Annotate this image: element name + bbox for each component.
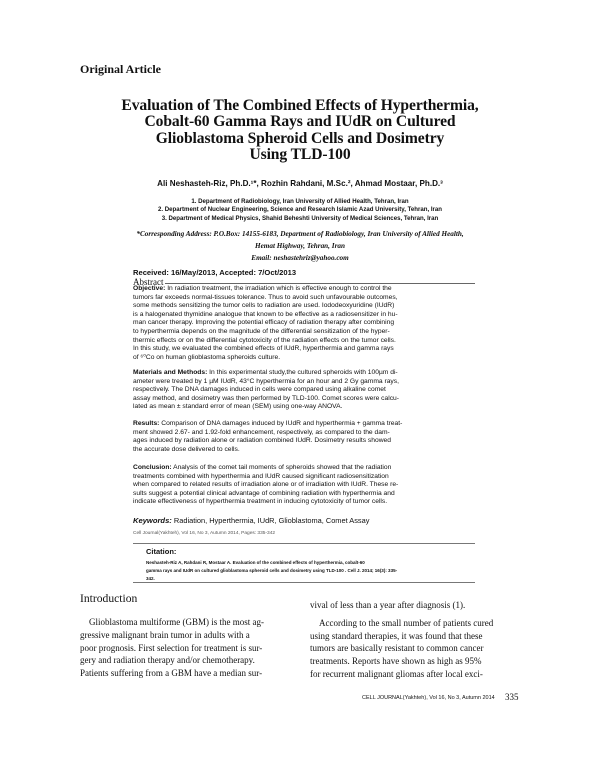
abstract-line: treatments combined with hyperthermia and IUdR caused significant radiosensitization [133, 472, 389, 480]
correspondence-line: *Corresponding Address: P.O.Box: 14155-6183, Department of Radiobiology, Iran University of Allied Health, [136, 230, 464, 238]
abstract-line: of ⁶⁰Co on human glioblastoma spheroids culture. [133, 353, 281, 361]
abstract-line: the accurate dose delivered to cells. [133, 445, 240, 453]
title-line: Evaluation of The Combined Effects of Hyperthermia, [121, 97, 479, 114]
affiliation: 2. Department of Nuclear Engineering, Science and Research Islamic Azad University, Tehran, Iran [157, 206, 443, 214]
results-label: Results: [133, 420, 160, 427]
abstract-line: ameter were treated by 1 µM IUdR, 43°C hyperthermia for an hour and 2 Gy gamma rays, [133, 377, 399, 385]
citation-line: 342. [146, 576, 155, 582]
body-line: poor prognosis. First selection for treatment is sur- [80, 642, 263, 653]
abstract-line: Results: Comparison of DNA damages induced by IUdR and hyperthermia + gamma treat- [133, 420, 403, 427]
abstract-line: tumors far exceeds normal-tissues tolerance. Thus to avoid such unfavourable outcomes, [133, 293, 398, 301]
abstract-line: Materials and Methods: In this experimental study,the cultured spheroids with 100µm di- [133, 369, 398, 376]
objective-label: Objective: [133, 285, 166, 292]
abstract-line: man cancer therapy. Improving the potential efficacy of radiation therapy after combining [133, 319, 395, 327]
received-dates: Received: 16/May/2013, Accepted: 7/Oct/2013 [133, 268, 297, 277]
body-line: for recurrent malignant gliomas after local exci- [310, 668, 483, 679]
keywords [133, 517, 475, 527]
abstract-line: Objective: In radiation treatment, the irradiation which is effective enough to control the [133, 285, 392, 292]
abstract-line: respectively. The DNA damages induced in cells were compared using alkaline comet [133, 386, 386, 394]
keywords-label: Keywords: [133, 516, 172, 525]
body-line: According to the small number of patients cured [319, 617, 494, 628]
conclusion-label: Conclusion: [133, 464, 172, 471]
introduction-heading: Introduction [80, 592, 138, 605]
abstract-line: In this study, we evaluated the combined effects of IUdR, hyperthermia and gamma rays [133, 345, 394, 353]
abstract-conclusion [133, 464, 475, 507]
citation-label: Citation: [146, 547, 177, 556]
abstract-line: ment showed 2.67- and 1.92-fold enhancement, respectively, as compared to the dam- [133, 428, 390, 436]
abstract-line: ages induced by radiation alone or radiation combined IUdR. Dosimetry results showed [133, 437, 391, 445]
abstract-line: some methods sensitizing the tumor cells to radiation are used. Iododeoxyuridine (IUdR) [133, 302, 395, 310]
intro-left-column [80, 616, 294, 680]
intro-right-column [310, 599, 524, 681]
affiliation: 1. Department of Radiobiology, Iran University of Allied Health, Tehran, Iran [191, 198, 409, 205]
abstract-divider [165, 283, 475, 284]
abstract-line: thermic effects or on the differential cytotoxicity of the radiation effects on the tumor cells. [133, 336, 396, 344]
citation-line: gamma rays and IUdR on cultured glioblastoma spheroid cells and dosimetry using TLD-100 . Cell J. 2014; 16(3): 335- [146, 568, 398, 574]
article-title [90, 98, 510, 164]
title-line: Using TLD-100 [249, 146, 351, 164]
abstract-line: Conclusion: Analysis of the comet tail moments of spheroids showed that the radiation [133, 464, 392, 471]
correspondence-line: Hemat Highway, Tehran, Iran [255, 242, 345, 251]
body-line: Patients suffering from a GBM have a median sur- [80, 668, 263, 679]
abstract-line: is a halogenated thymidine analogue that known to be effective as a radiosensitizer in hu- [133, 310, 398, 318]
body-line: treatments. Reports have shown as high as 95% [310, 656, 482, 667]
abstract-results [133, 420, 475, 454]
abstract-line: indicate effectiveness of hyperthermia treatment in inducing cytotoxicity of tumor cells. [133, 498, 388, 506]
abstract-line: assay method, and dosimetry was then performed by TLD-100. Comet scores were calcu- [133, 394, 400, 402]
abstract-line: to hyperthermia depends on the magnitude of the differential sensitization of the hyper- [133, 327, 390, 335]
abstract-methods [133, 369, 475, 412]
body-line: gressive malignant brain tumor in adults with a [80, 629, 250, 640]
body-line: Glioblastoma multiforme (GBM) is the most ag- [89, 617, 264, 627]
journal-info: Cell Journal(Yakhteh), Vol 16, No 3, Autumn 2014, Pages: 335-342 [133, 531, 276, 536]
authors: Ali Neshasteh-Riz, Ph.D.¹*, Rozhin Rahdani, M.Sc.², Ahmad Mostaar, Ph.D.³ [157, 179, 443, 188]
abstract-line: lated as mean ± standard error of mean (SEM) using one-way ANOVA. [133, 403, 343, 411]
abstract-line: sults suggest a potential clinical advantage of combining radiation with hyperthermia and [133, 489, 395, 497]
affiliation: 3. Department of Medical Physics, Shahid Beheshti University of Medical Sciences, Tehran, Iran [161, 214, 439, 222]
abstract-line: when compared to related results of irradiation alone or of irradiation with IUdR. These re- [133, 481, 399, 489]
methods-label: Materials and Methods: [133, 369, 208, 376]
corresponding-address [0, 228, 600, 265]
body-line: vival of less than a year after diagnosis (1). [310, 600, 466, 610]
title-line: Cobalt-60 Gamma Rays and IUdR on Cultured [144, 113, 456, 131]
affiliations [0, 198, 600, 223]
page-number: 335 [505, 692, 519, 702]
running-footer: CELL JOURNAL(Yakhteh), Vol 16, No 3, Autumn 2014 [362, 695, 495, 701]
article-type: Original Article [80, 62, 161, 76]
abstract-heading: Abstract [133, 277, 164, 287]
abstract-objective [133, 285, 475, 362]
citation-line: Neshasteh-Riz A, Rahdani R, Mostaar A. Evaluation of the combined effects of hyperthermia, cobalt-60 [146, 560, 365, 565]
body-line: gery and radiation therapy and/or chemotherapy. [80, 655, 255, 666]
body-line: using standard therapies, it was found that these [310, 630, 483, 641]
body-line: tumors are basically resistant to common cancer [310, 643, 484, 654]
keywords-text: Radiation, Hyperthermia, IUdR, Glioblastoma, Comet Assay [171, 516, 370, 525]
citation-text [146, 559, 466, 584]
title-line: Glioblastoma Spheroid Cells and Dosimetry [155, 129, 445, 147]
correspondence-email: Email: neshastehriz@yahoo.com [251, 254, 349, 263]
